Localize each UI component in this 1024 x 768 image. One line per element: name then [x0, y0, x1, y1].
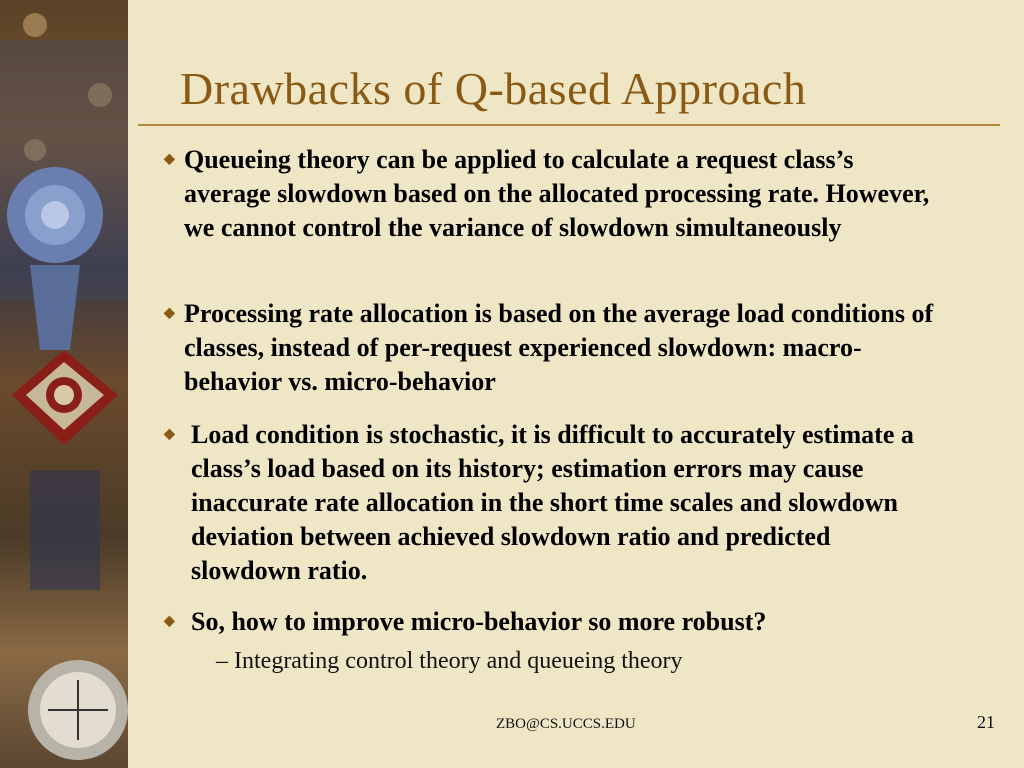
- bullet-item: [164, 418, 931, 588]
- bullet-text: Processing rate allocation is based on the average load conditions of classes, instead of per-request experienced slowdown: macro-behavior vs. micro-behavior: [184, 299, 934, 396]
- bullet-item: [164, 605, 951, 639]
- diamond-bullet-icon: ◆: [164, 306, 175, 321]
- footer-email: ZBO@CS.UCCS.EDU: [496, 716, 636, 732]
- bullet-text: So, how to improve micro-behavior so more robust?: [191, 607, 767, 636]
- decorative-side-image: [0, 0, 128, 768]
- diamond-bullet-icon: ◆: [164, 614, 175, 629]
- sub-bullet-text: – Integrating control theory and queueing theory: [216, 648, 683, 674]
- diamond-bullet-icon: ◆: [164, 152, 175, 167]
- bullet-item: [164, 297, 944, 399]
- bullet-text: Load condition is stochastic, it is difficult to accurately estimate a class’s load based on its history; estimation errors may cause inaccurate rate allocation in the short time scales and slowdown deviation between achieved slowdown ratio and predicted slowdown ratio.: [191, 420, 914, 585]
- bullet-item: [164, 143, 944, 245]
- title-divider: [138, 124, 1000, 126]
- bullet-text: Queueing theory can be applied to calculate a request class’s average slowdown based on the allocated processing rate. However, we cannot control the variance of slowdown simultaneously: [184, 145, 930, 242]
- page-number: 21: [977, 712, 995, 732]
- diamond-bullet-icon: ◆: [164, 427, 175, 442]
- slide-title: Drawbacks of Q-based Approach: [180, 63, 807, 114]
